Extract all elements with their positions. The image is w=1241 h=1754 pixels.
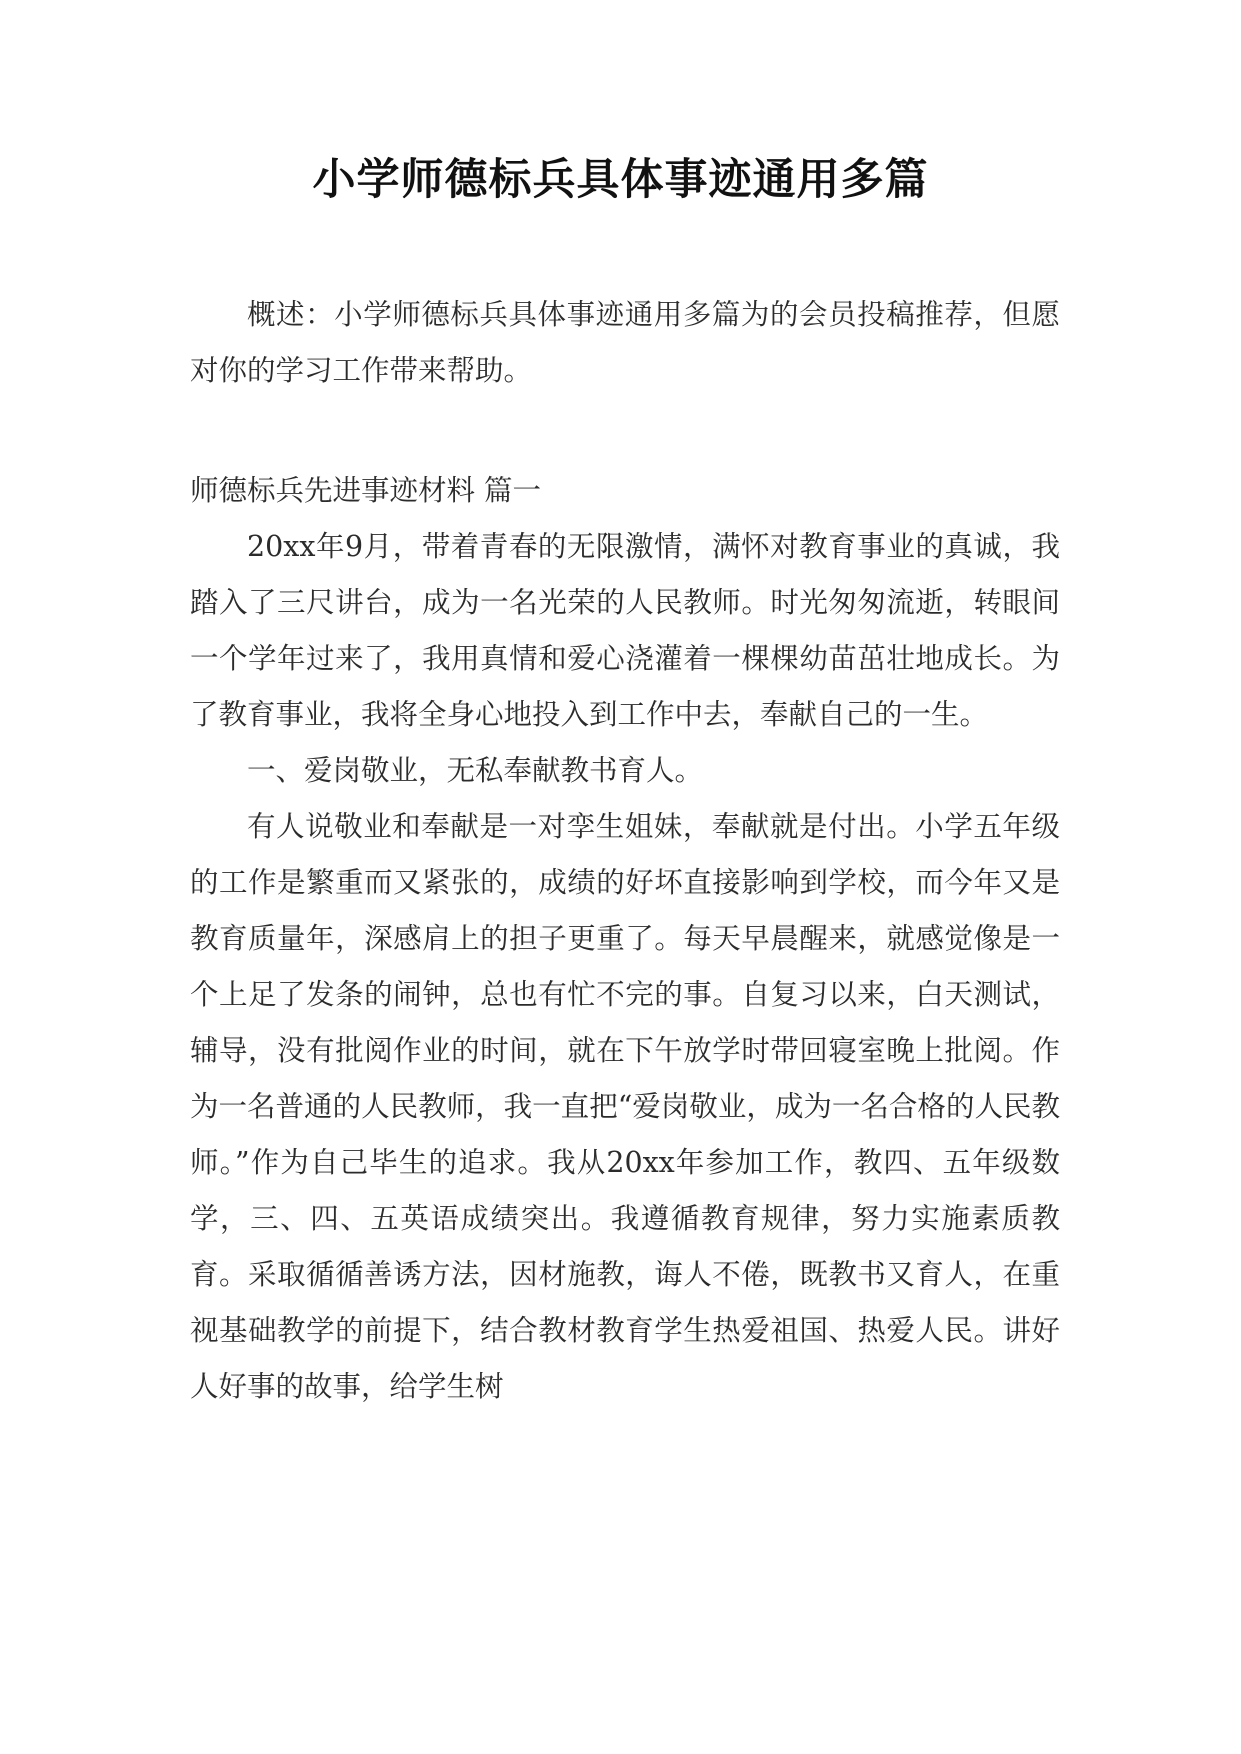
summary-paragraph: 概述：小学师德标兵具体事迹通用多篇为的会员投稿推荐，但愿对你的学习工作带来帮助。 xyxy=(190,298,1060,387)
document-body xyxy=(190,519,1060,1415)
body-paragraph: 有人说敬业和奉献是一对孪生姐妹，奉献就是付出。小学五年级的工作是繁重而又紧张的，成绩的好坏直接影响到学校，而今年又是教育质量年，深感肩上的担子更重了。每天早晨醒来，就感觉像是一个上足了发条的闹钟，总也有忙不完的事。自复习以来，白天测试，辅导，没有批阅作业的时间，就在下午放学时带回寝室晚上批阅。作为一名普通的人民教师，我一直把“爱岗敬业，成为一名合格的人民教师。”作为自己毕生的追求。我从20xx年参加工作，教四、五年级数学，三、四、五英语成绩突出。我遵循教育规律，努力实施素质教育。采取循循善诱方法，因材施教，诲人不倦，既教书又育人，在重视基础教学的前提下，结合教材教育学生热爱祖国、热爱人民。讲好人好事的故事，给学生树 xyxy=(190,810,1060,1403)
body-paragraph: 20xx年9月，带着青春的无限激情，满怀对教育事业的真诚，我踏入了三尺讲台，成为一名光荣的人民教师。时光匆匆流逝，转眼间一个学年过来了，我用真情和爱心浇灌着一棵棵幼苗茁壮地成长。为了教育事业，我将全身心地投入到工作中去，奉献自己的一生。 xyxy=(190,530,1060,731)
section-heading: 师德标兵先进事迹材料 篇一 xyxy=(190,474,542,507)
body-subheading: 一、爱岗敬业，无私奉献教书育人。 xyxy=(247,754,704,787)
document-title: 小学师德标兵具体事迹通用多篇 xyxy=(312,155,929,205)
